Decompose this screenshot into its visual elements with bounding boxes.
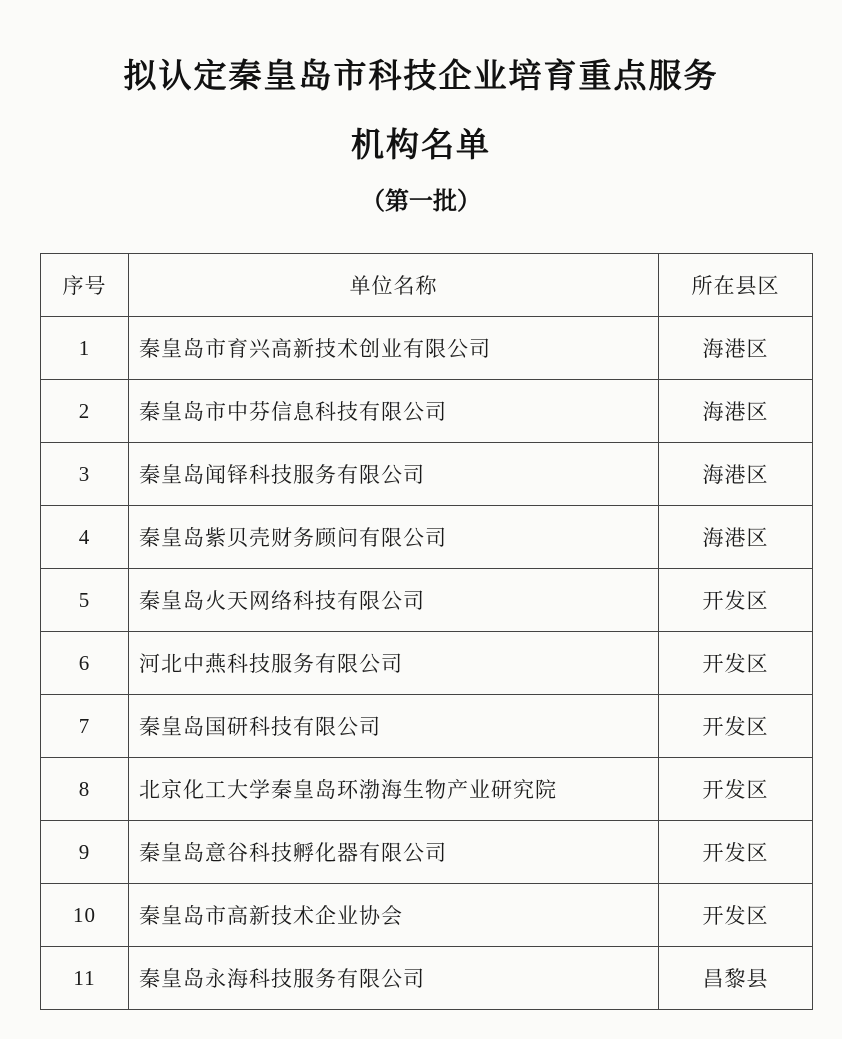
row-district: 海港区 <box>659 317 813 380</box>
row-serial-number: 9 <box>41 821 129 884</box>
row-serial-number: 7 <box>41 695 129 758</box>
table-row <box>41 506 813 569</box>
row-organization-name: 秦皇岛市高新技术企业协会 <box>129 884 659 947</box>
row-serial-number: 10 <box>41 884 129 947</box>
institution-table <box>40 253 813 1010</box>
row-district: 开发区 <box>659 758 813 821</box>
row-organization-name: 秦皇岛永海科技服务有限公司 <box>129 947 659 1010</box>
row-organization-name: 秦皇岛火天网络科技有限公司 <box>129 569 659 632</box>
table-row <box>41 380 813 443</box>
row-serial-number: 6 <box>41 632 129 695</box>
row-organization-name: 秦皇岛市中芬信息科技有限公司 <box>129 380 659 443</box>
table-row <box>41 632 813 695</box>
document-title-line2: 机构名单 <box>351 125 491 164</box>
table-row <box>41 947 813 1010</box>
row-serial-number: 3 <box>41 443 129 506</box>
row-serial-number: 2 <box>41 380 129 443</box>
row-district: 昌黎县 <box>659 947 813 1010</box>
row-district: 海港区 <box>659 443 813 506</box>
header-serial-number: 序号 <box>41 254 129 317</box>
row-serial-number: 4 <box>41 506 129 569</box>
table-row <box>41 569 813 632</box>
document-title-line1: 拟认定秦皇岛市科技企业培育重点服务 <box>123 56 719 95</box>
table-row <box>41 317 813 380</box>
table-row <box>41 443 813 506</box>
row-district: 开发区 <box>659 632 813 695</box>
row-organization-name: 秦皇岛意谷科技孵化器有限公司 <box>129 821 659 884</box>
row-organization-name: 秦皇岛紫贝壳财务顾问有限公司 <box>129 506 659 569</box>
row-serial-number: 1 <box>41 317 129 380</box>
row-district: 开发区 <box>659 569 813 632</box>
row-serial-number: 8 <box>41 758 129 821</box>
header-district: 所在县区 <box>659 254 813 317</box>
row-district: 海港区 <box>659 380 813 443</box>
table-row <box>41 821 813 884</box>
row-district: 开发区 <box>659 884 813 947</box>
table-header-row <box>41 254 813 317</box>
table-row <box>41 884 813 947</box>
row-district: 海港区 <box>659 506 813 569</box>
row-organization-name: 北京化工大学秦皇岛环渤海生物产业研究院 <box>129 758 659 821</box>
row-district: 开发区 <box>659 821 813 884</box>
table-row <box>41 758 813 821</box>
row-organization-name: 秦皇岛市育兴高新技术创业有限公司 <box>129 317 659 380</box>
row-district: 开发区 <box>659 695 813 758</box>
row-organization-name: 河北中燕科技服务有限公司 <box>129 632 659 695</box>
row-serial-number: 5 <box>41 569 129 632</box>
row-organization-name: 秦皇岛闻铎科技服务有限公司 <box>129 443 659 506</box>
document-subtitle: （第一批） <box>361 187 481 215</box>
row-serial-number: 11 <box>41 947 129 1010</box>
table-row <box>41 695 813 758</box>
row-organization-name: 秦皇岛国研科技有限公司 <box>129 695 659 758</box>
header-organization-name: 单位名称 <box>129 254 659 317</box>
